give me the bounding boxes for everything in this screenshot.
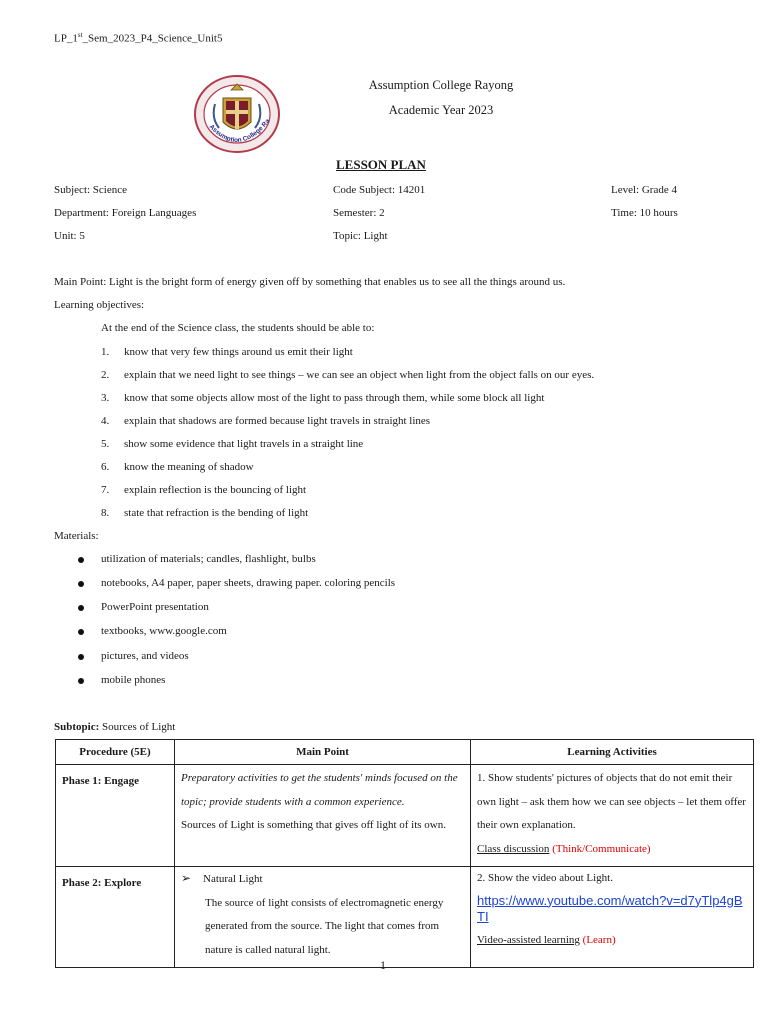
- document-code: LP_1st_Sem_2023_P4_Science_Unit5: [54, 31, 223, 45]
- objective-number: 1.: [101, 346, 110, 358]
- main-point-text: The source of light consists of electromagnetic energy generated from the source. The light that comes from nature is called natural light.: [205, 896, 444, 956]
- unit-field: Unit: 5: [54, 230, 85, 242]
- column-header: Procedure (5E): [56, 740, 175, 765]
- objective-number: 4.: [101, 415, 110, 427]
- school-logo: [193, 74, 281, 154]
- bullet-icon: [78, 654, 84, 660]
- topic-field: Topic: Light: [333, 230, 388, 242]
- objective-text: know that some objects allow most of the light to pass through them, while some block all light: [124, 392, 545, 404]
- bullet-icon: [78, 557, 84, 563]
- video-link[interactable]: https://www.youtube.com/watch?v=d7yTlp4gBTI: [477, 892, 743, 924]
- time-field: Time: 10 hours: [611, 207, 678, 219]
- column-header: Main Point: [175, 740, 471, 765]
- objective-number: 7.: [101, 484, 110, 496]
- svg-text:Assumption College Rayong: Assumption College Ra: [207, 117, 272, 145]
- objective-number: 8.: [101, 507, 110, 519]
- objective-number: 6.: [101, 461, 110, 473]
- bullet-icon: [78, 581, 84, 587]
- objective-text: explain that shadows are formed because light travels in straight lines: [124, 415, 431, 427]
- bullet-icon: [78, 629, 84, 635]
- main-point-text: Sources of Light is something that gives off light of its own.: [181, 819, 446, 831]
- table-row: [56, 765, 754, 867]
- phase-label: Phase 2: Explore: [62, 877, 142, 889]
- column-header: Learning Activities: [471, 740, 754, 765]
- material-item: pictures, and videos: [101, 650, 189, 662]
- material-item: PowerPoint presentation: [101, 601, 209, 613]
- material-item: textbooks, www.google.com: [101, 625, 227, 637]
- school-name: Assumption College Rayong: [368, 78, 514, 92]
- level-field: Level: Grade 4: [611, 184, 677, 196]
- main-point-italic: Preparatory activities to get the students' minds focused on the topic; provide students with a common experience.: [181, 772, 458, 808]
- objective-text: state that refraction is the bending of light: [124, 507, 309, 519]
- activity-text: 1. Show students' pictures of objects that do not emit their own light – ask them how we can see objects – let them offer their own explanation.: [477, 772, 746, 831]
- bullet-icon: [78, 678, 84, 684]
- objective-text: know that very few things around us emit their light: [124, 346, 353, 358]
- semester-field: Semester: 2: [333, 207, 385, 219]
- subtopic: Subtopic: Sources of Light: [54, 721, 176, 733]
- objective-text: show some evidence that light travels in a straight line: [124, 438, 364, 450]
- objective-text: explain that we need light to see things – we can see an object when light from the object falls on our eyes.: [124, 369, 595, 381]
- academic-year: Academic Year 2023: [388, 103, 494, 117]
- activity-text: 2. Show the video about Light.: [477, 872, 613, 884]
- objectives-label: Learning objectives:: [54, 299, 145, 311]
- department-field: Department: Foreign Languages: [54, 207, 197, 219]
- bullet-icon: [78, 605, 84, 611]
- lesson-table: [55, 739, 754, 968]
- bullet-heading: ➢ Natural Light: [181, 867, 464, 892]
- code-subject-field: Code Subject: 14201: [333, 184, 426, 196]
- objective-text: know the meaning of shadow: [124, 461, 254, 473]
- arrow-bullet-icon: ➢: [181, 871, 192, 885]
- objective-text: explain reflection is the bouncing of light: [124, 484, 307, 496]
- objectives-intro: At the end of the Science class, the students should be able to:: [101, 322, 375, 334]
- page-title: LESSON PLAN: [336, 157, 426, 172]
- activity-tag: Class discussion (Think/Communicate): [477, 842, 651, 855]
- materials-label: Materials:: [54, 530, 99, 542]
- table-header-row: [56, 740, 754, 765]
- main-point: Main Point: Light is the bright form of energy given off by something that enables us to see all the things around us.: [54, 276, 566, 288]
- phase-label: Phase 1: Engage: [62, 775, 139, 787]
- objective-number: 3.: [101, 392, 110, 404]
- subject-field: Subject: Science: [54, 184, 128, 196]
- page-number: 1: [380, 958, 386, 972]
- activity-tag: Video-assisted learning (Learn): [477, 933, 616, 946]
- table-row: [56, 867, 754, 968]
- material-item: mobile phones: [101, 674, 166, 686]
- objective-number: 5.: [101, 438, 110, 450]
- material-item: notebooks, A4 paper, paper sheets, drawing paper. coloring pencils: [101, 577, 396, 589]
- objective-number: 2.: [101, 369, 110, 381]
- material-item: utilization of materials; candles, flashlight, bulbs: [101, 553, 316, 565]
